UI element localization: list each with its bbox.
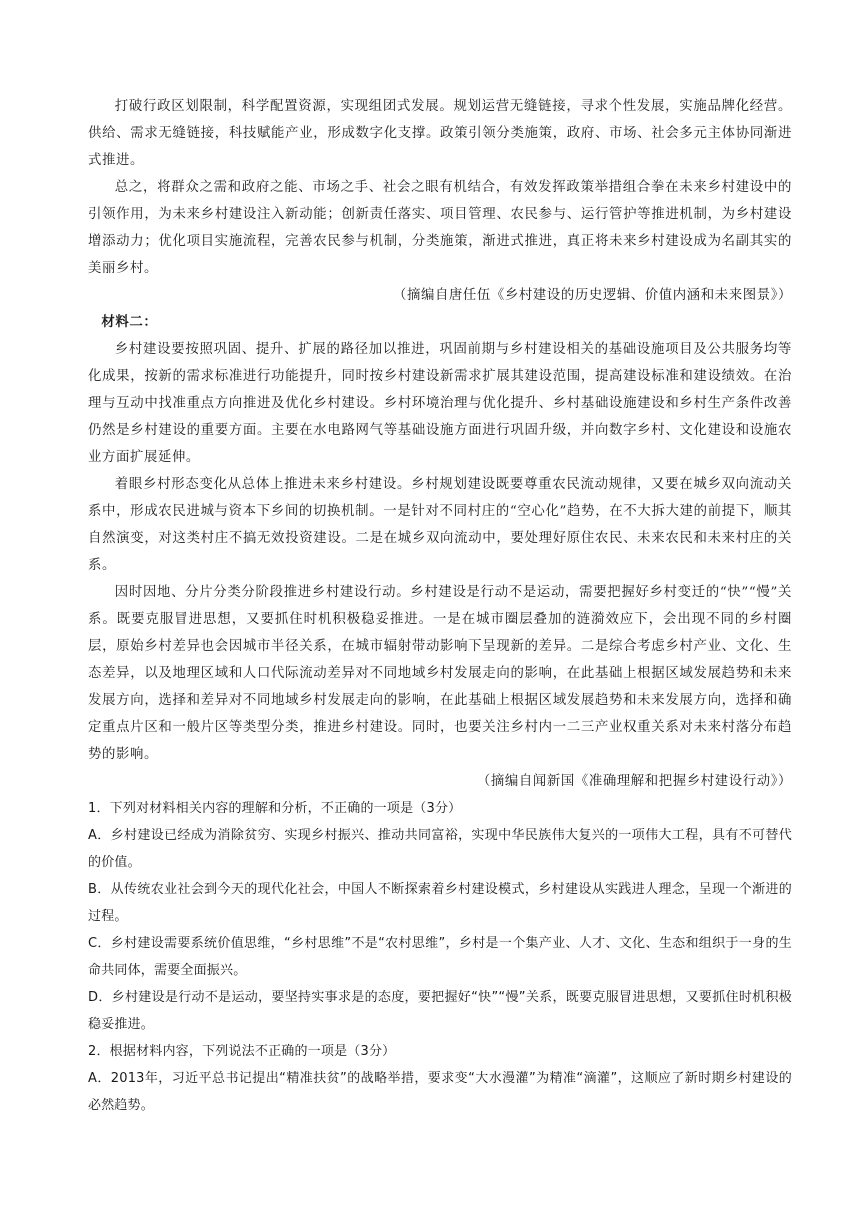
question-1 bbox=[88, 795, 792, 1038]
question-2-option-a: A．2013年，习近平总书记提出“精准扶贫”的战略举措，要求变“大水漫灌”为精准“滴灌”，这顺应了新时期乡村建设的必然趋势。 bbox=[88, 1071, 792, 1113]
question-1-stem: 1．下列对材料相关内容的理解和分析，不正确的一项是（3分） bbox=[88, 801, 462, 816]
question-2-stem: 2．根据材料内容，下列说法不正确的一项是（3分） bbox=[88, 1044, 396, 1059]
question-2 bbox=[88, 1038, 792, 1119]
material2-heading: 材料二： bbox=[101, 314, 158, 330]
material2-paragraph-3: 因时因地、分片分类分阶段推进乡村建设行动。乡村建设是行动不是运动，需要把握好乡村变迁的“快”“慢”关系。既要克服冒进思想，又要抓住时机积极稳妥推进。一是在城市圈层叠加的涟漪效应下，会出现不同的乡村圈层，原始乡村差异也会因城市半径关系，在城市辐射带动影响下呈现新的差异。二是综合考虑乡村产业、文化、生态差异，以及地理区域和人口代际流动差异对不同地域乡村发展走向的影响，在此基础上根据区域发展趋势和未来发展方向，选择和差异对不同地域乡村发展走向的影响，在此基础上根据区域发展趋势和未来发展方向，选择和确定重点片区和一般片区等类型分类，推进乡村建设。同时，也要关注乡村内一二三产业权重关系对未来村落分布趋势的影响。 bbox=[88, 585, 792, 762]
material2-paragraph-2: 着眼乡村形态变化从总体上推进未来乡村建设。乡村规划建设既要尊重农民流动规律，又要在城乡双向流动关系中，形成农民进城与资本下乡间的切换机制。一是针对不同村庄的“空心化”趋势，在不大拆大建的前提下，顺其自然演变，对这类村庄不搞无效投资建设。二是在城乡双向流动中，要处理好原住农民、未来农民和未来村庄的关系。 bbox=[88, 477, 792, 573]
material2-paragraph-1: 乡村建设要按照巩固、提升、扩展的路径加以推进，巩固前期与乡村建设相关的基础设施项目及公共服务均等化成果，按新的需求标准进行功能提升，同时按乡村建设新需求扩展其建设范围，提高建设标准和建设绩效。在治理与互动中找准重点方向推进及优化乡村建设。乡村环境治理与优化提升、乡村基础设施建设和乡村生产条件改善仍然是乡村建设的重要方面。主要在水电路网气等基础设施方面进行巩固升级，并向数字乡村、文化建设和设施农业方面扩展延伸。 bbox=[88, 342, 792, 465]
question-1-option-c: C．乡村建设需要系统价值思维，“乡村思维”不是“农村思维”，乡村是一个集产业、人才、文化、生态和组织于一身的生命共同体，需要全面振兴。 bbox=[88, 936, 792, 978]
question-1-option-b: B．从传统农业社会到今天的现代化社会，中国人不断探索着乡村建设模式，乡村建设从实践进人理念，呈现一个渐进的过程。 bbox=[88, 882, 792, 924]
material1-paragraph-1: 打破行政区划限制，科学配置资源，实现组团式发展。规划运营无缝链接，寻求个性发展，实施品牌化经营。供给、需求无缝链接，科技赋能产业，形成数字化支撑。政策引领分类施策，政府、市场、社会多元主体协同渐进式推进。 bbox=[88, 99, 792, 168]
material1-paragraph-2: 总之，将群众之需和政府之能、市场之手、社会之眼有机结合，有效发挥政策举措组合拳在未来乡村建设中的引领作用，为未来乡村建设注入新动能；创新责任落实、项目管理、农民参与、运行管护等推进机制，为乡村建设增添动力；优化项目实施流程，完善农民参与机制，分类施策，渐进式推进，真正将未来乡村建设成为名副其实的美丽乡村。 bbox=[88, 180, 792, 276]
material1-source: （摘编自唐任伍《乡村建设的历史逻辑、价值内涵和未来图景》） bbox=[392, 288, 792, 303]
question-1-option-d: D．乡村建设是行动不是运动，要坚持实事求是的态度，要把握好“快”“慢”关系，既要克服冒进思想，又要抓住时机积极稳妥推进。 bbox=[88, 990, 792, 1032]
question-1-option-a: A．乡村建设已经成为消除贫穷、实现乡村振兴、推动共同富裕，实现中华民族伟大复兴的一项伟大工程，具有不可替代的价值。 bbox=[88, 828, 792, 870]
material2-source: （摘编自闻新国《准确理解和把握乡村建设行动》） bbox=[476, 774, 792, 789]
